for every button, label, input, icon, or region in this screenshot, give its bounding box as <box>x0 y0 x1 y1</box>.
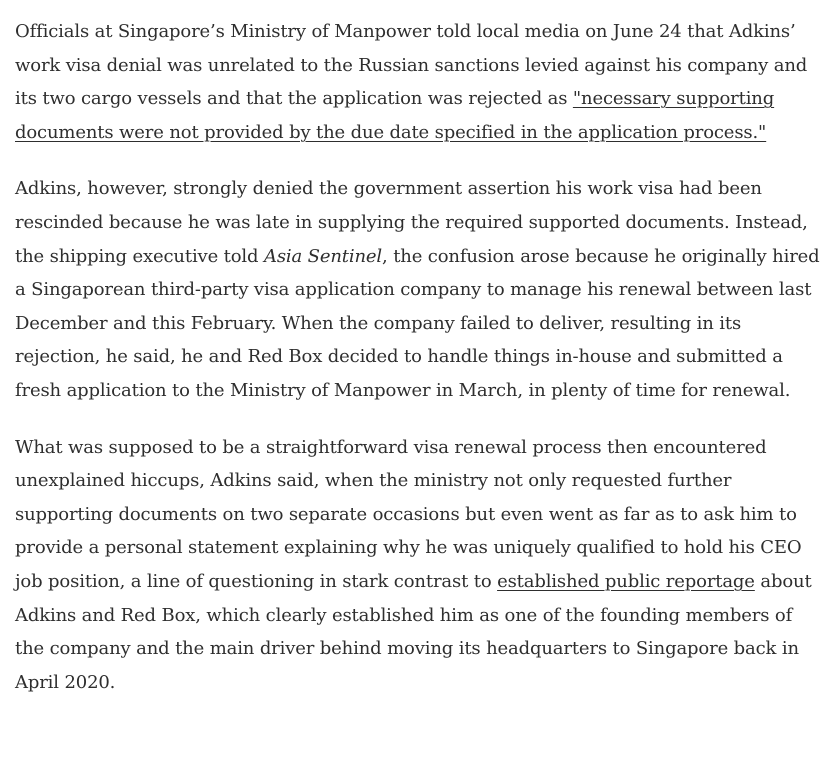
paragraph-text: Officials at Singapore’s Ministry of Manpower told local media on June 24 that Adkins’ work visa denial was unrelated to the Russian sanctions levied against his company and its two cargo vessels and that the application was rejected as <box>15 21 808 110</box>
paragraph-ministry-statement <box>15 15 824 149</box>
paragraph-renewal-process <box>15 431 824 700</box>
paragraph-text: Adkins, however, strongly denied the government assertion his work visa had been rescinded because he was late in supplying the required supported documents. Instead, the shipping executive told <box>15 178 808 267</box>
publication-name: Asia Sentinel <box>263 245 383 267</box>
paragraph-adkins-denial <box>15 172 824 407</box>
public-reportage-link[interactable]: established public reportage <box>497 570 755 592</box>
paragraph-text: , the confusion arose because he originally hired a Singaporean third-party visa application company to manage his renewal between last December and this February. When the company failed to deliver, resulting in its rejection, he said, he and Red Box decided to handle things in-house and submitted a fresh application to the Ministry of Manpower in March, in plenty of time for renewal. <box>15 245 820 401</box>
ministry-quote-link[interactable]: "necessary supporting documents were not provided by the due date specified in the application process." <box>15 88 775 143</box>
paragraph-text: about Adkins and Red Box, which clearly established him as one of the founding members of the company and the main driver behind moving its headquarters to Singapore back in April 2020. <box>15 570 812 693</box>
paragraph-text: What was supposed to be a straightforward visa renewal process then encountered unexplained hiccups, Adkins said, when the ministry not only requested further supporting documents on two separate occasions but even went as far as to ask him to provide a personal statement explaining why he was uniquely qualified to hold his CEO job position, a line of questioning in stark contrast to <box>15 436 802 592</box>
